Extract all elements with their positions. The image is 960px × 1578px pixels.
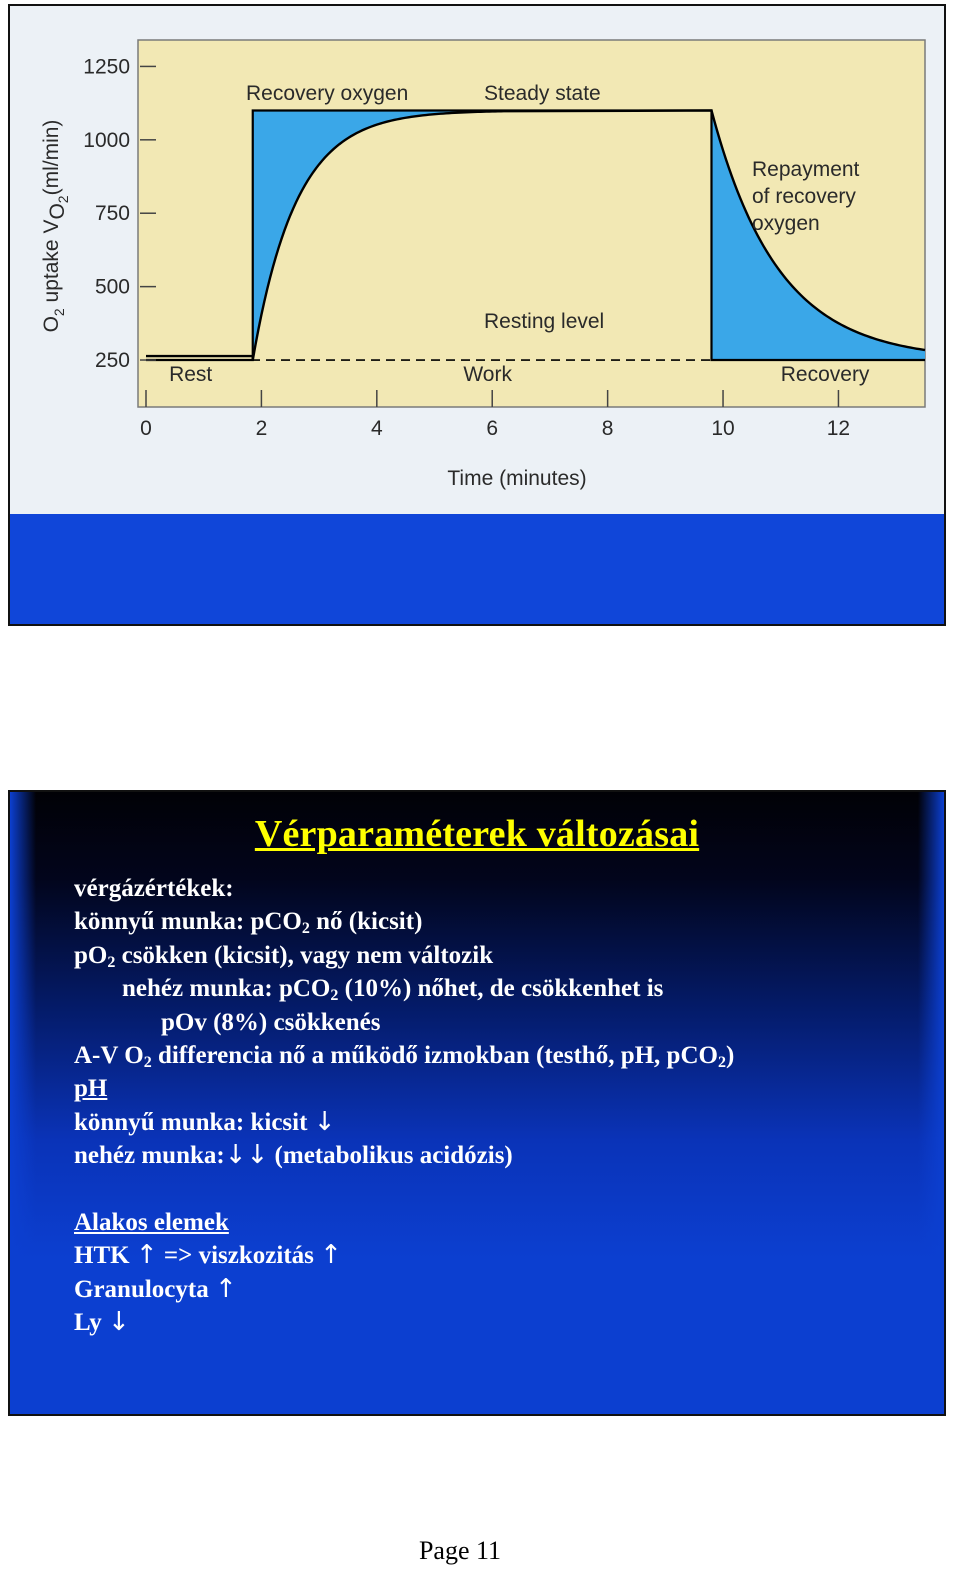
- x-tick-label: 6: [486, 417, 499, 440]
- text-run: (10%) nőhet, de csökkenhet is: [338, 975, 664, 1003]
- arrow-down-icon: ↓: [313, 1106, 336, 1137]
- text-run: nehéz munka:: [74, 1142, 225, 1170]
- annotation-repayment-line2: of recovery: [752, 185, 856, 208]
- chart-panel: [10, 6, 944, 514]
- text-line: vérgázértékek:: [74, 875, 234, 902]
- annotation-recovery-oxygen: Recovery oxygen: [246, 82, 409, 105]
- slide-body: [74, 872, 734, 1339]
- y-tick-label: 500: [94, 275, 130, 299]
- phase-label: Recovery: [780, 363, 870, 386]
- text-run: ): [725, 1041, 735, 1069]
- subscript: 2: [107, 953, 116, 971]
- subscript: 2: [330, 987, 339, 1005]
- section-heading-alakos-elemek: Alakos elemek: [74, 1208, 229, 1236]
- arrow-up-icon: ↑: [135, 1240, 158, 1271]
- text-line: [74, 1039, 734, 1072]
- y-axis-title: [40, 120, 71, 333]
- oxygen-uptake-chart: [10, 6, 944, 514]
- x-tick-label: 4: [370, 417, 383, 440]
- y-axis-title-part: (ml/min): [40, 119, 63, 196]
- section-heading-ph: pH: [74, 1075, 108, 1103]
- text-line: [74, 1273, 734, 1306]
- y-tick-label: 1250: [83, 55, 130, 79]
- y-tick-label: 1000: [83, 128, 130, 152]
- text-run: HTK: [74, 1242, 136, 1270]
- y-axis-title-sub: 2: [51, 308, 67, 317]
- x-tick-label: 12: [826, 417, 851, 440]
- annotation-resting-level: Resting level: [484, 310, 605, 333]
- x-tick-label: 10: [711, 417, 735, 440]
- text-run: pO: [74, 941, 108, 969]
- text-run: nő (kicsit): [309, 908, 423, 936]
- text-line: [74, 1306, 734, 1339]
- y-axis-title-sub: O: [46, 203, 69, 220]
- text-line: [74, 972, 734, 1005]
- x-axis-title: Time (minutes): [447, 467, 587, 490]
- text-line: [74, 1106, 734, 1139]
- y-axis-title-part: O: [40, 316, 63, 333]
- subscript: 2: [143, 1053, 152, 1071]
- arrow-up-icon: ↑: [320, 1240, 342, 1271]
- double-arrow-down-icon: ↓↓: [224, 1140, 269, 1171]
- y-axis-title-part: uptake: [40, 233, 63, 309]
- subscript: 2: [717, 1053, 726, 1071]
- slide-edge-right: [918, 792, 944, 1414]
- svg-text:O2 uptake VO2(ml/min): [40, 120, 71, 333]
- text-run: könnyű munka: kicsit: [74, 1108, 314, 1136]
- slide-2: [8, 790, 946, 1416]
- text-run: Ly: [74, 1309, 109, 1337]
- text-run: nehéz munka: pCO: [122, 975, 331, 1003]
- y-tick-label: 750: [94, 202, 130, 226]
- annotation-repayment-line1: Repayment: [752, 158, 860, 181]
- text-run: differencia nő a működő izmokban (testhő, pH, pCO: [151, 1041, 718, 1069]
- slide-title: Vérparaméterek változásai: [254, 813, 700, 855]
- text-line: [74, 939, 734, 972]
- text-run: könnyű munka: pCO: [74, 908, 302, 936]
- slide-edge-left: [10, 792, 36, 1414]
- page-number: Page 11: [418, 1536, 502, 1565]
- y-tick-label: 250: [94, 349, 130, 373]
- x-tick-label: 0: [140, 417, 152, 440]
- text-run: A-V O: [74, 1041, 144, 1069]
- blank-line: [74, 1173, 734, 1206]
- phase-label: Work: [463, 363, 512, 386]
- text-line: [74, 1139, 734, 1172]
- arrow-down-icon: ↓: [108, 1307, 130, 1338]
- text-run: Granulocyta: [74, 1275, 215, 1303]
- arrow-up-icon: ↑: [214, 1273, 237, 1304]
- x-tick-label: 8: [601, 417, 614, 440]
- y-axis-title-sub: 2: [55, 195, 71, 204]
- text-run: => viszkozitás: [157, 1242, 321, 1270]
- subscript: 2: [301, 920, 310, 938]
- annotation-steady-state: Steady state: [484, 82, 601, 105]
- text-line: pOv (8%) csökkenés: [161, 1008, 381, 1036]
- slide-1: [8, 4, 946, 626]
- y-axis-title-v: V: [40, 219, 63, 234]
- x-tick-label: 2: [255, 417, 268, 440]
- text-run: (metabolikus acidózis): [268, 1142, 513, 1170]
- text-line: [74, 905, 734, 938]
- annotation-repayment-line3: oxygen: [752, 212, 820, 235]
- text-run: csökken (kicsit), vagy nem változik: [115, 941, 494, 969]
- text-line: [74, 1239, 734, 1272]
- phase-label: Rest: [169, 363, 213, 386]
